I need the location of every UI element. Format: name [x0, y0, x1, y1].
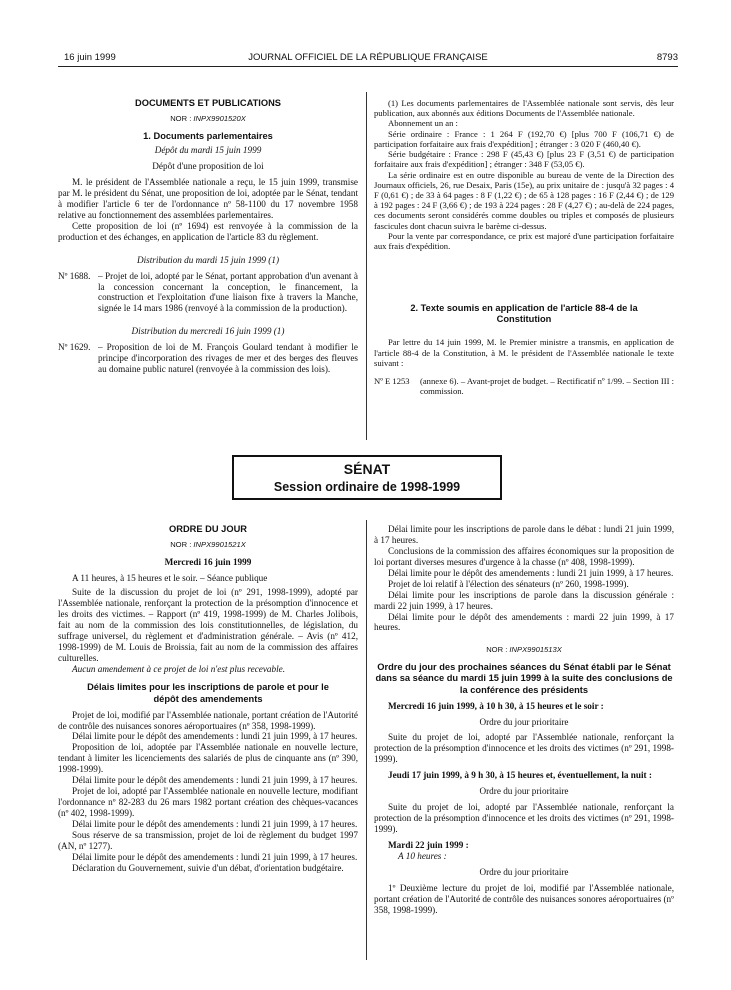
distribution-date: Distribution du mercredi 16 juin 1999 (1)	[131, 326, 285, 337]
seance-date: Mardi 22 juin 1999 :	[388, 839, 469, 850]
document-item: Nº 1629. – Proposition de loi de M. François Goulard tendant à modifier le principe d'incorporation des rivages de mer et des berges des fleuves au domaine public naturel (renvoyée à la commission des lois).	[58, 342, 358, 375]
document-item: Nº E 1253 (annexe 6). – Avant-projet de budget. – Rectificatif nº 1/99. – Section III : commission.	[374, 376, 674, 397]
column-divider	[366, 92, 367, 440]
article-88-4-title: 2. Texte soumis en application de l'article 88-4 de la Constitution	[410, 303, 638, 325]
projet-item: Projet de loi relatif à l'élection des sénateurs (nº 260, 1998-1999).	[388, 578, 629, 589]
running-header	[58, 50, 678, 66]
abonnement-label: Abonnement un an :	[388, 118, 458, 129]
nor-reference: NOR : INPX9901513X	[486, 645, 562, 655]
ordre-prioritaire: Ordre du jour prioritaire	[479, 716, 569, 727]
footnote: (1) Les documents parlementaires de l'Assemblée nationale sont servis, dès leur publication, aux abonnés aux éditions Documents de l'Assemblée nationale.	[374, 98, 674, 119]
ordre-seances-title: Ordre du jour des prochaines séances du Sénat établi par le Sénat dans sa séance du mardi 15 juin 1999 à la suite des conclusions de la conférence des présidents	[375, 662, 673, 695]
projet-item: Projet de loi, adopté par l'Assemblée nationale en nouvelle lecture, modifiant l'ordonnance nº 82-283 du 26 mars 1982 portant création des chèques-vacances (nº 402, 1998-1999).	[58, 786, 358, 819]
header-rule	[58, 66, 678, 67]
serie-ordinaire: Série ordinaire : France : 1 264 F (192,70 €) [plus 700 F (106,71 €) de participation forfaitaire aux frais d'expédition] ; étranger : 3 020 F (460,40 €).	[374, 128, 674, 149]
seance-hours: A 11 heures, à 15 heures et le soir. – Séance publique	[72, 573, 268, 584]
delai-item: Délai limite pour les inscriptions de parole dans la discussion générale : mardi 22 juin 1999, à 17 heures.	[374, 589, 674, 611]
distribution-date: Distribution du mardi 15 juin 1999 (1)	[136, 254, 280, 265]
suite-item: Suite du projet de loi, adopté par l'Assemblée nationale, renforçant la protection de la présomption d'innocence et les droits des victimes (nº 291, 1998-1999).	[374, 802, 674, 835]
seance-date: Mercredi 16 juin 1999	[164, 557, 252, 568]
senat-title: SÉNAT	[343, 461, 391, 477]
documents-column	[58, 98, 358, 375]
depot-date: Dépôt du mardi 15 juin 1999	[154, 145, 262, 156]
depot-paragraph: M. le président de l'Assemblée nationale a reçu, le 15 juin 1999, transmise par M. le président du Sénat, une proposition de loi, adoptée par le Sénat, tendant à modifier l'article 6 ter de l'ordonnance nº 58-1100 du 17 novembre 1958 relative au fonctionnement des assemblées parlementaires.	[58, 177, 358, 220]
nor-reference: NOR : INPX9901521X	[170, 540, 246, 550]
nor-reference: NOR : INPX9901520X	[170, 114, 246, 124]
seance-date: Mercredi 16 juin 1999, à 10 h 30, à 15 heures et le soir :	[388, 700, 604, 711]
delai-item: Délai limite pour le dépôt des amendements : lundi 21 juin 1999, à 17 heures.	[72, 851, 358, 862]
delai-item: Délai limite pour le dépôt des amendements : lundi 21 juin 1999, à 17 heures.	[72, 731, 358, 742]
header-journal-title: JOURNAL OFFICIEL DE LA RÉPUBLIQUE FRANÇAISE	[248, 52, 488, 63]
delai-item: Délai limite pour le dépôt des amendements : lundi 21 juin 1999, à 17 heures.	[388, 567, 674, 578]
vente-paragraph: La série ordinaire est en outre disponible au bureau de vente de la Direction des Journaux officiels, 26, rue Desaix, Paris (15e), au prix unitaire de : jusqu'à 32 pages : 4 F (0,61 €) ; de 33 à 64 pages : 8 F (1,22 €) ; de 65 à 128 pages : 16 F (2,44 €) ; de 129 à 192 pages : 24 F (3,66 €) ; de 193 à 224 pages : 28 F (4,27 €) ; au-delà de 224 pages, ces documents seront considérés comme doubles ou triples et composés de plusieurs fascicules dont chacun suivra le barème ci-dessus.	[374, 169, 674, 231]
senat-banner	[232, 455, 502, 500]
projet-item: Sous réserve de sa transmission, projet de loi de règlement du budget 1997 (AN, nº 1277).	[58, 829, 358, 851]
header-date: 16 juin 1999	[64, 52, 116, 63]
delais-title: Délais limites pour les inscriptions de parole et pour le dépôt des amendements	[87, 682, 329, 704]
renvoi-paragraph: Cette proposition de loi (nº 1694) est renvoyée à la commission de la production et des échanges, en application de l'article 83 du règlement.	[58, 220, 358, 242]
suite-item: Suite du projet de loi, adopté par l'Assemblée nationale, renforçant la protection de la présomption d'innocence et les droits des victimes (nº 291, 1998-1999).	[374, 732, 674, 765]
depot-title: Dépôt d'une proposition de loi	[152, 161, 264, 172]
projet-item: Projet de loi, modifié par l'Assemblée nationale, portant création de l'Autorité de contrôle des nuisances sonores aéroportuaires (nº 358, 1998-1999).	[58, 709, 358, 731]
seance-hour: A 10 heures :	[398, 850, 447, 861]
delai-item: Délai limite pour le dépôt des amendements : lundi 21 juin 1999, à 17 heures.	[72, 775, 358, 786]
ordre-prioritaire: Ordre du jour prioritaire	[479, 866, 569, 877]
senat-session: Session ordinaire de 1998-1999	[273, 479, 461, 494]
publications-column	[374, 98, 674, 397]
correspondance-paragraph: Pour la vente par correspondance, ce prix est majoré d'une participation forfaitaire aux frais d'expédition.	[374, 230, 674, 252]
ordre-du-jour-title: ORDRE DU JOUR	[169, 524, 247, 534]
column-divider	[366, 520, 367, 960]
declaration-item: Déclaration du Gouvernement, suivie d'un débat, d'orientation budgétaire.	[72, 862, 344, 873]
ordre-seances-column	[374, 524, 674, 916]
conclusions-item: Conclusions de la commission des affaires économiques sur la proposition de loi portant diverses mesures d'urgence à la chasse (nº 408, 1998-1999).	[374, 545, 674, 567]
amendement-notice: Aucun amendement à ce projet de loi n'est plus recevable.	[72, 663, 286, 674]
lettre-paragraph: Par lettre du 14 juin 1999, M. le Premier ministre a transmis, en application de l'article 88-4 de la Constitution, à M. le président de l'Assemblée nationale le texte suivant :	[374, 337, 674, 368]
lecture-item: 1º Deuxième lecture du projet de loi, modifié par l'Assemblée nationale, portant création de l'Autorité de contrôle des nuisances sonores aéroportuaires (nº 358, 1998-1999).	[374, 882, 674, 915]
projet-item: Proposition de loi, adoptée par l'Assemblée nationale en nouvelle lecture, tendant à limiter les licenciements des salariés de plus de cinquante ans (nº 390, 1998-1999).	[58, 742, 358, 775]
delai-item: Délai limite pour le dépôt des amendements : mardi 22 juin 1999, à 17 heures.	[374, 611, 674, 633]
serie-budgetaire: Série budgétaire : France : 298 F (45,43 €) [plus 23 F (3,51 €) de participation forfaitaire aux frais d'expédition] ; étranger : 348 F (53,05 €).	[374, 149, 674, 170]
seance-date: Jeudi 17 juin 1999, à 9 h 30, à 15 heures et, éventuellement, la nuit :	[388, 770, 652, 781]
delai-item: Délai limite pour le dépôt des amendements : lundi 21 juin 1999, à 17 heures.	[72, 818, 358, 829]
suite-discussion: Suite de la discussion du projet de loi (nº 291, 1998-1999), adopté par l'Assemblée nationale, renforçant la protection de la présomption d'innocence et les droits des victimes. – Rapport (nº 419, 1998-1999) de M. Charles Jolibois, fait au nom de la commission des lois constitutionnelles, de législation, du suffrage universel, du règlement et d'administration générale. – Avis (nº 412, 1998-1999) de M. Louis de Broissia, fait au nom de la commission des affaires culturelles.	[58, 586, 358, 663]
document-item: Nº 1688. – Projet de loi, adopté par le Sénat, portant approbation d'un avenant à la concession concernant la conception, le financement, la construction et l'exploitation d'une liaison fixe à travers la Manche, signée le 14 mars 1986 (renvoyé à la commission de la production).	[58, 270, 358, 314]
delai-item: Délai limite pour les inscriptions de parole dans le débat : lundi 21 juin 1999, à 17 heures.	[374, 524, 674, 545]
header-page-number: 8793	[656, 52, 678, 63]
ordre-prioritaire: Ordre du jour prioritaire	[479, 786, 569, 797]
documents-section-title: 1. Documents parlementaires	[143, 131, 273, 142]
ordre-du-jour-column	[58, 524, 358, 874]
documents-title: DOCUMENTS ET PUBLICATIONS	[135, 98, 281, 108]
